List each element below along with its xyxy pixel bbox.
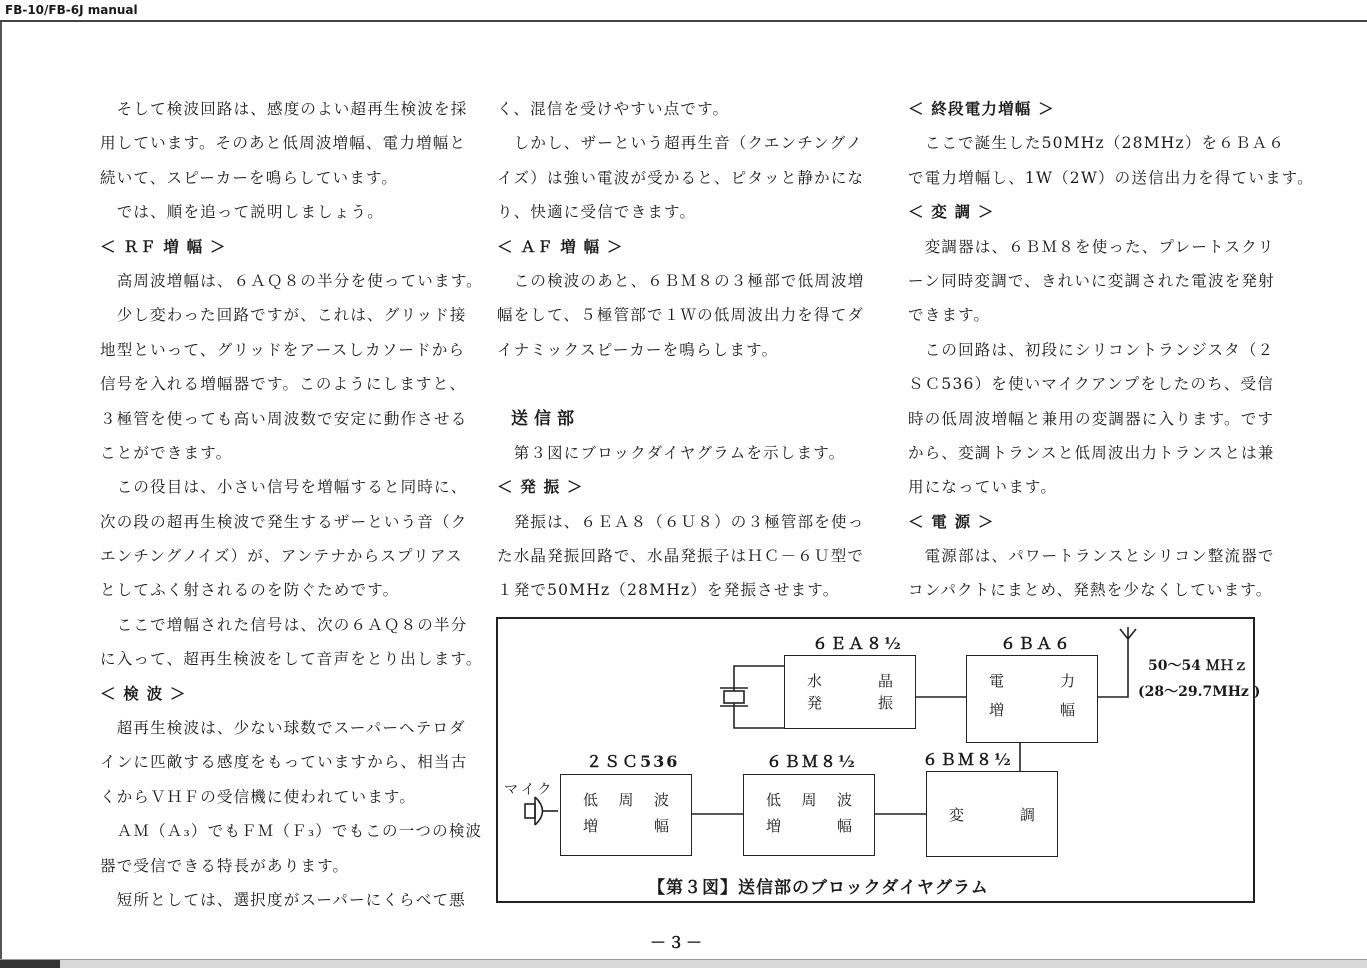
mic-amp-char-1: 低: [583, 791, 599, 809]
text-line: り、快適に受信できます。: [497, 203, 697, 222]
text-line: 超再生検波は、少ない球数でスーパーヘテロダ: [100, 719, 466, 738]
text-line: コンパクトにまとめ、発熱を少なくしています。: [908, 581, 1273, 600]
text-line: エンチングノイズ）が、アンテナからスプリアス: [100, 547, 463, 566]
text-line: イナミックスピーカーを鳴らします。: [497, 340, 779, 359]
pa-char-4: 幅: [1059, 701, 1075, 719]
text-line: で電力増幅し、1W（2W）の送信出力を得ています。: [908, 168, 1314, 187]
mic-amp-char-5: 幅: [653, 817, 669, 835]
text-line: 地型といって、グリッドをアースしカソードから: [100, 340, 466, 359]
text-line: できます。: [908, 306, 991, 325]
text-line: から、変調トランスと低周波出力トランスとは兼: [908, 443, 1275, 462]
text-line: ここで誕生した50MHz（28MHz）を６ＢＡ６: [908, 134, 1286, 153]
text-line: 信号を入れる増幅器です。このようにしますと、: [100, 375, 467, 394]
text-line: では、順を追って説明しましょう。: [100, 203, 384, 222]
text-line: 幅をして、５極管部で１Ｗの低周波出力を得てダ: [497, 306, 865, 325]
text-column-1: [100, 92, 483, 917]
freq-range-alt-label: (28～29.7MHz ): [1138, 684, 1261, 700]
section-heading: 送信部: [511, 408, 580, 429]
af-amp-char-5: 幅: [836, 817, 852, 835]
text-line: 少し変わった回路ですが、これは、グリッド接: [100, 306, 467, 325]
pa-char-2: 力: [1059, 672, 1075, 690]
text-line: に入って、超再生検波をして音声をとり出します。: [100, 650, 483, 669]
af-amp-char-3: 波: [836, 791, 852, 809]
osc-char-3: 発: [807, 694, 823, 712]
text-line: 用しています。そのあと低周波増幅、電力増幅と: [100, 134, 467, 153]
text-line: 器で受信できる特長があります。: [100, 856, 350, 875]
mic-amp-tube-label: ２ＳＣ536: [586, 752, 680, 771]
mod-char-1: 変: [949, 805, 965, 824]
text-line: ＳＣ536）を使いマイクアンプをしたのち、受信: [908, 375, 1274, 394]
text-line: ３極管を使っても高い周波数で安定に動作させる: [100, 409, 468, 428]
section-heading: ＜ 電 源 ＞: [908, 511, 995, 531]
text-line: ことができます。: [100, 443, 233, 462]
section-heading: ＜ 検 波 ＞: [100, 683, 187, 703]
mic-label: マイク: [504, 782, 555, 798]
osc-char-1: 水: [807, 672, 823, 690]
text-line: そして検波回路は、感度のよい超再生検波を採: [100, 100, 468, 118]
text-line: 発振は、６ＥＡ８（６Ｕ８）の３極管部を使っ: [497, 512, 865, 531]
text-line: ーン同時変調で、きれいに変調された電波を発射: [908, 271, 1275, 290]
pa-char-3: 増: [989, 701, 1005, 719]
text-line: 電源部は、パワートランスとシリコン整流器で: [908, 547, 1275, 566]
text-column-2: [497, 92, 877, 608]
modulator-tube-label: ６ＢＭ８½: [922, 750, 1013, 769]
page-number: －３－: [650, 933, 705, 952]
block-diagram-figure: [496, 617, 1261, 903]
text-line: く、混信を受けやすい点です。: [497, 100, 730, 118]
text-line: ここで増幅された信号は、次の６ＡＱ８の半分: [100, 615, 468, 634]
oscillator-block: [784, 655, 916, 729]
text-line: [497, 367, 877, 401]
text-line: この役目は、小さい信号を増幅すると同時に、: [100, 478, 468, 497]
document-title: FB-10/FB-6J manual: [5, 3, 138, 17]
text-line: ＡＭ（Ａ₃）でもＦＭ（Ｆ₃）でもこの一つの検波: [100, 822, 483, 841]
mic-amp-char-3: 波: [653, 791, 669, 809]
page-left-edge: [0, 22, 2, 962]
mic-amp-block: [560, 774, 692, 856]
af-amp-char-1: 低: [766, 791, 782, 809]
af-amp-tube-label: ６ＢＭ８½: [766, 752, 857, 771]
power-amp-block: [966, 655, 1098, 743]
modulator-block: [926, 771, 1058, 857]
text-line: 変調器は、６ＢＭ８を使った、プレートスクリ: [908, 237, 1275, 256]
mic-amp-char-4: 増: [583, 817, 599, 835]
pa-tube-label: ６ＢＡ６: [1000, 634, 1073, 653]
text-line: しかし、ザーという超再生音（クエンチングノ: [497, 134, 863, 153]
document-header: [0, 0, 1367, 22]
figure-caption: 【第３図】送信部のブロックダイヤグラム: [648, 878, 989, 898]
text-column-3: [908, 92, 1314, 608]
section-heading: ＜ 終段電力増幅 ＞: [908, 99, 1055, 118]
af-amp-char-2: 周: [801, 791, 817, 809]
mod-char-2: 調: [1019, 805, 1035, 824]
text-line: 次の段の超再生検波で発生するザーという音（ク: [100, 512, 468, 531]
text-line: 短所としては、選択度がスーパーにくらべて悪: [100, 890, 466, 909]
section-heading: ＜ ＡＦ 増 幅 ＞: [497, 236, 624, 256]
mic-amp-char-2: 周: [618, 791, 634, 809]
text-line: くからＶＨＦの受信機に使われています。: [100, 787, 417, 806]
freq-range-label: 50～54 ＭＨｚ: [1148, 658, 1248, 674]
pa-char-1: 電: [989, 672, 1005, 690]
osc-char-2: 晶: [877, 672, 893, 690]
text-line: この検波のあと、６ＢＭ８の３極部で低周波増: [497, 271, 865, 290]
text-line: １発で50MHz（28MHz）を発振させます。: [497, 581, 840, 600]
af-amp-char-4: 増: [766, 817, 782, 835]
osc-tube-label: ６ＥＡ８½: [812, 634, 903, 653]
text-line: この回路は、初段にシリコントランジスタ（２: [908, 340, 1275, 359]
text-line: 時の低周波増幅と兼用の変調器に入ります。です: [908, 409, 1275, 428]
text-line: 第３図にブロックダイヤグラムを示します。: [497, 443, 846, 462]
section-heading: ＜ 変 調 ＞: [908, 202, 995, 222]
text-line: 用になっています。: [908, 478, 1058, 497]
section-heading: ＜ 発 振 ＞: [497, 477, 584, 497]
section-heading: ＜ ＲＦ 増 幅 ＞: [100, 236, 227, 256]
text-line: インに匹敵する感度をもっていますから、相当古: [100, 753, 468, 772]
text-line: 高周波増幅は、６ＡＱ８の半分を使っています。: [100, 271, 483, 290]
text-line: た水晶発振回路で、水晶発振子はＨＣ－６Ｕ型で: [497, 547, 865, 566]
text-line: としてふく射されるのを防ぐためです。: [100, 581, 400, 600]
osc-char-4: 振: [877, 694, 893, 712]
text-line: 続いて、スピーカーを鳴らしています。: [100, 168, 399, 187]
af-amp-block: [743, 774, 875, 856]
text-line: イズ）は強い電波が受かると、ピタッと静かにな: [497, 168, 865, 187]
